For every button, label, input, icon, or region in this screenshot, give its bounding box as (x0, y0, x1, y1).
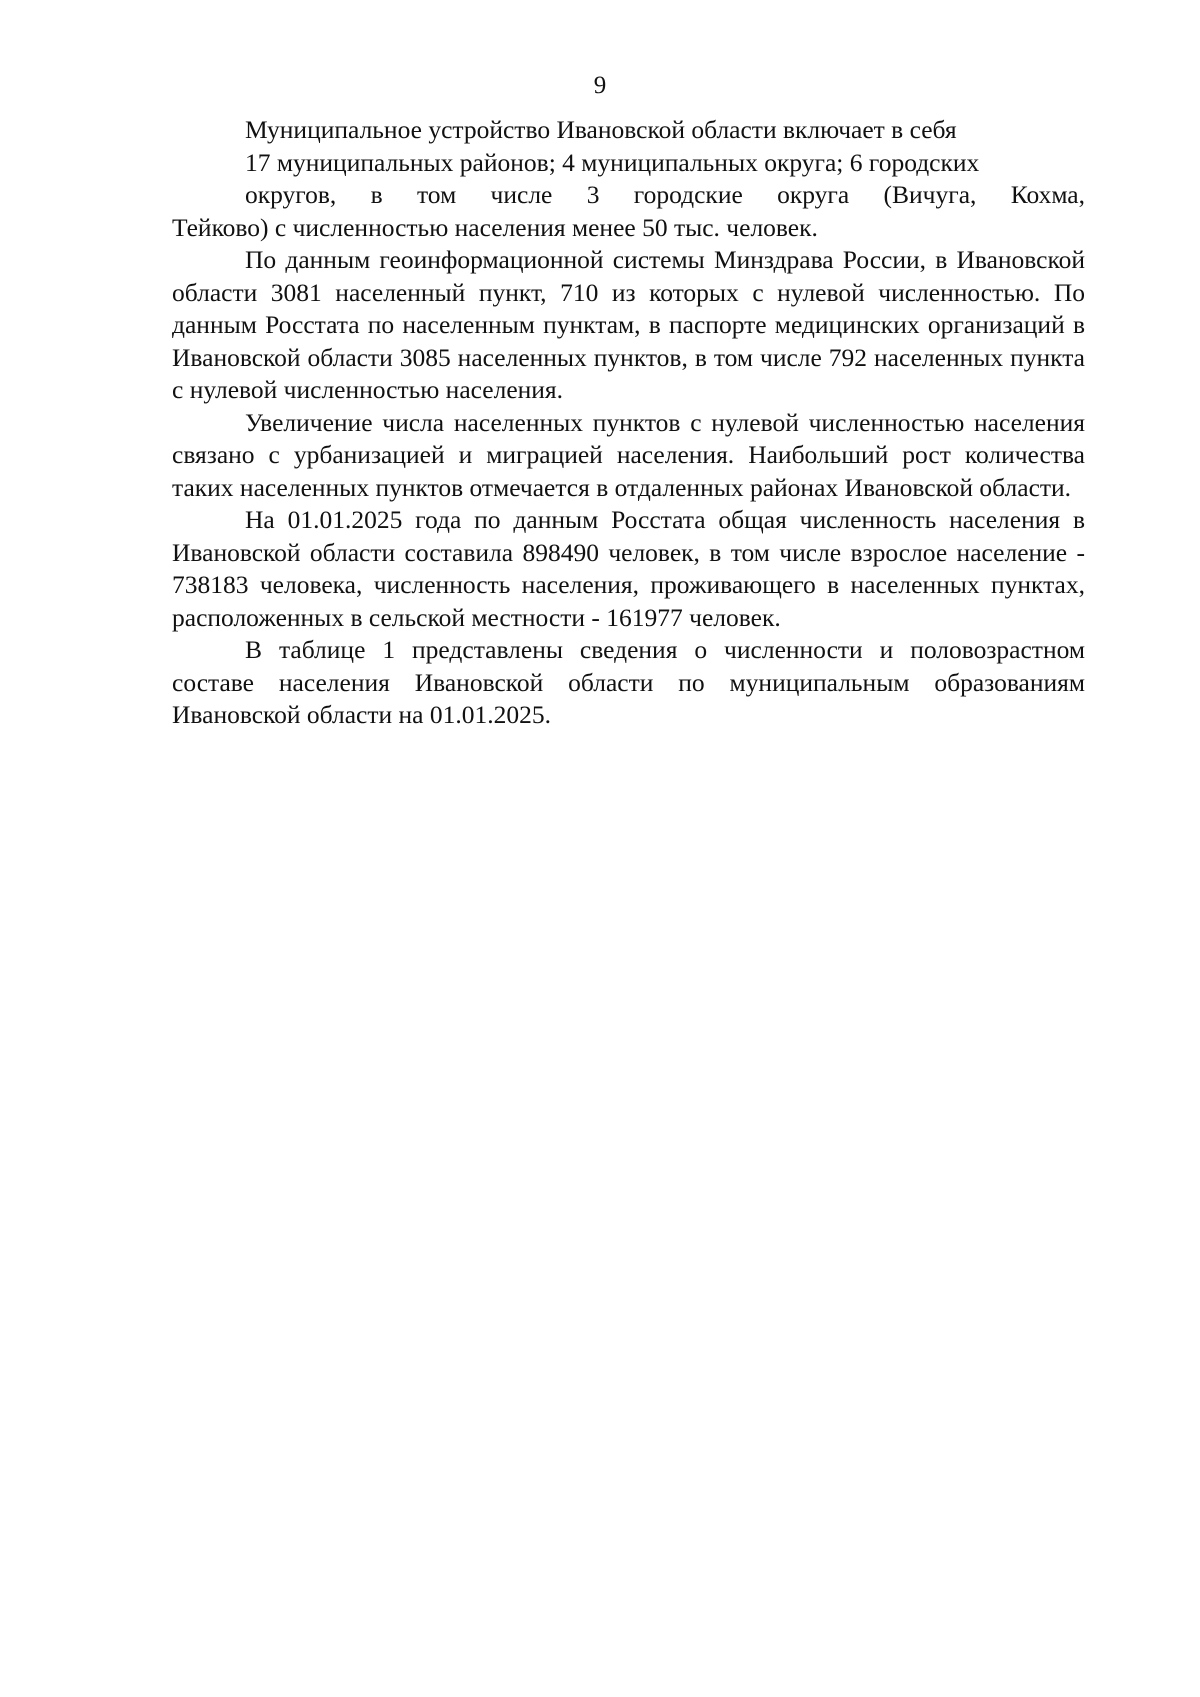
document-body (172, 114, 1085, 732)
paragraph-line: Тейково) с численностью населения менее 50 тыс. человек. (172, 212, 818, 242)
paragraph-line: Муниципальное устройство Ивановской области включает в себя (245, 115, 957, 144)
paragraph-population: На 01.01.2025 года по данным Росстата общая численность населения в Ивановской области составила 898490 человек, в том числе взрослое население - 738183 человека, численность населения, проживающего в населенных пунктах, расположенных в сельской местности - 161977 человек. (172, 505, 1085, 632)
paragraph-line: округов, в том числе 3 городские округа (Вичуга, Кохма, (245, 180, 1085, 209)
paragraph-settlements: По данным геоинформационной системы Минздрава России, в Ивановской области 3081 населенный пункт, 710 из которых с нулевой численностью. По данным Росстата по населенным пунктам, в паспорте медицинских организаций в Ивановской области 3085 населенных пунктов, в том числе 792 населенных пункта с нулевой численностью населения. (172, 245, 1085, 404)
paragraph-line: 17 муниципальных районов; 4 муниципальных округа; 6 городских (245, 147, 980, 177)
paragraph-urbanization: Увеличение числа населенных пунктов с нулевой численностью населения связано с урбанизацией и миграцией населения. Наибольший рост количества таких населенных пунктов отмечается в отдаленных районах Ивановской области. (172, 407, 1085, 502)
page-number: 9 (593, 72, 607, 99)
paragraph-municipal-structure (172, 114, 1085, 244)
paragraph-table-reference: В таблице 1 представлены сведения о численности и половозрастном составе населения Ивановской области по муниципальным образованиям Ивановской области на 01.01.2025. (172, 635, 1085, 729)
